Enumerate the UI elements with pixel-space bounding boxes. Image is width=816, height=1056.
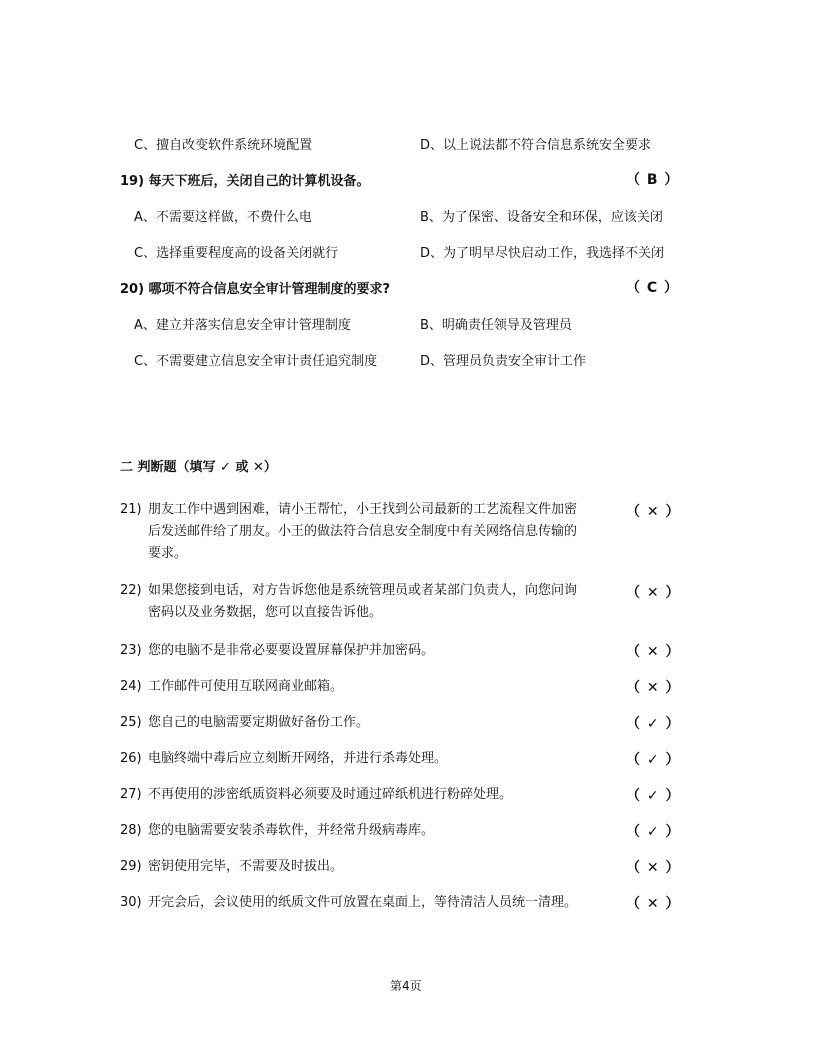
question-21-line-2: 后发送邮件给了朋友。小王的做法符合信息安全制度中有关网络信息传输的 (148, 524, 578, 539)
question-21-line-3: 要求。 (148, 546, 188, 561)
question-29-answer: （ ✕ ） (626, 860, 681, 876)
question-26-answer: （ ✓ ） (626, 752, 681, 768)
question-23-answer: （ ✕ ） (626, 644, 681, 660)
option-b-q19: B、为了保密、设备安全和环保，应该关闭 (420, 210, 663, 225)
question-24-number: 24) (120, 679, 142, 694)
option-a-q20: A、建立并落实信息安全审计管理制度 (134, 318, 351, 333)
question-22-line-1: 如果您接到电话，对方告诉您他是系统管理员或者某部门负责人，向您问询 (148, 583, 578, 598)
question-30-number: 30) (120, 895, 142, 910)
option-c-q20: C、不需要建立信息安全审计责任追究制度 (134, 354, 378, 369)
question-20-stem: 20) 哪项不符合信息安全审计管理制度的要求? (120, 282, 391, 297)
option-a-q19: A、不需要这样做，不费什么电 (134, 210, 312, 225)
question-19-stem: 19) 每天下班后，关闭自己的计算机设备。 (120, 174, 370, 189)
question-29-text: 密钥使用完毕，不需要及时拔出。 (148, 859, 344, 874)
question-25-answer: （ ✓ ） (626, 716, 681, 732)
question-19-answer: （ B ） (626, 172, 680, 188)
question-21-text (148, 499, 577, 565)
question-28-answer: （ ✓ ） (626, 824, 681, 840)
option-c-q18: C、擅自改变软件系统环境配置 (134, 138, 313, 153)
question-23-number: 23) (120, 643, 142, 658)
question-29-number: 29) (120, 859, 142, 874)
question-24-text: 工作邮件可使用互联网商业邮箱。 (148, 679, 344, 694)
option-b-q20: B、明确责任领导及管理员 (420, 318, 572, 333)
question-30-answer: （ ✕ ） (626, 896, 681, 912)
question-28-text: 您的电脑需要安装杀毒软件，并经常升级病毒库。 (148, 823, 435, 838)
question-26-text: 电脑终端中毒后应立刻断开网络，并进行杀毒处理。 (148, 751, 448, 766)
question-25-text: 您自己的电脑需要定期做好备份工作。 (148, 715, 370, 730)
question-22-answer: （ ✕ ） (626, 585, 681, 601)
page-number: 第4页 (390, 979, 422, 993)
question-20-answer: （ C ） (626, 280, 680, 296)
question-25-number: 25) (120, 715, 142, 730)
question-22-text (148, 580, 577, 624)
question-27-answer: （ ✓ ） (626, 788, 681, 804)
question-28-number: 28) (120, 823, 142, 838)
section-2-title: 二 判断题（填写 ✓ 或 ✕） (120, 460, 277, 475)
option-d-q18: D、以上说法都不符合信息系统安全要求 (420, 138, 652, 153)
option-d-q20: D、管理员负责安全审计工作 (420, 354, 587, 369)
question-21-line-1: 朋友工作中遇到困难，请小王帮忙，小王找到公司最新的工艺流程文件加密 (148, 502, 578, 517)
question-22-number: 22) (120, 583, 142, 598)
option-d-q19: D、为了明早尽快启动工作，我选择不关闭 (420, 246, 665, 261)
question-30-text: 开完会后，会议使用的纸质文件可放置在桌面上，等待清洁人员统一清理。 (148, 895, 578, 910)
question-24-answer: （ ✕ ） (626, 680, 681, 696)
question-21-number: 21) (120, 502, 142, 517)
option-c-q19: C、选择重要程度高的设备关闭就行 (134, 246, 339, 261)
question-27-text: 不再使用的涉密纸质资料必须要及时通过碎纸机进行粉碎处理。 (148, 787, 513, 802)
question-23-text: 您的电脑不是非常必要要设置屏幕保护并加密码。 (148, 643, 435, 658)
question-22-line-2: 密码以及业务数据，您可以直接告诉他。 (148, 605, 383, 620)
question-26-number: 26) (120, 751, 142, 766)
question-27-number: 27) (120, 787, 142, 802)
question-21-answer: （ ✕ ） (626, 504, 681, 520)
